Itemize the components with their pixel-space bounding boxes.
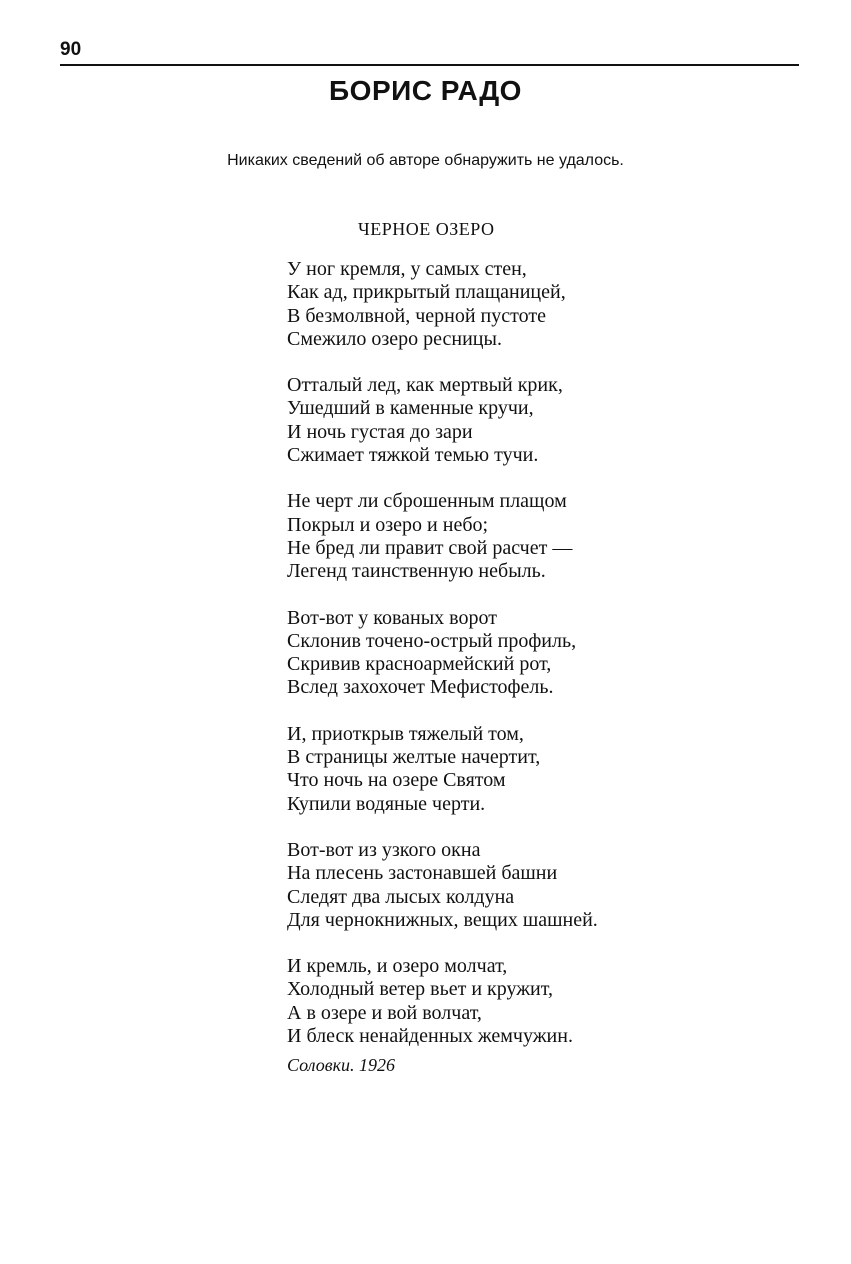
poem-line: Покрыл и озеро и небо; xyxy=(287,513,489,536)
poem-line: Ушедший в каменные кручи, xyxy=(287,397,534,420)
poem-line: Склонив точено-острый профиль, xyxy=(287,629,577,652)
poem-line: Сжимает тяжкой темью тучи. xyxy=(287,444,539,467)
poem-line: Как ад, прикрытый плащаницей, xyxy=(287,281,566,304)
poem-line: У ног кремля, у самых стен, xyxy=(287,258,527,280)
poem-line: Отталый лед, как мертвый крик, xyxy=(287,374,563,397)
poem-line: И блеск ненайденных жемчужин. xyxy=(287,1025,573,1048)
poem-line: Не черт ли сброшенным плащом xyxy=(287,490,567,513)
poem-line: Что ночь на озере Святом xyxy=(287,769,506,792)
poem-line: Не бред ли правит свой расчет — xyxy=(287,536,573,559)
poem-line: На плесень застонавшей башни xyxy=(287,862,558,885)
poem-signature: Соловки. 1926 xyxy=(287,1055,395,1075)
author-note: Никаких сведений об авторе обнаружить не удалось. xyxy=(227,152,624,169)
poem-line: Вот-вот у кованых ворот xyxy=(287,606,497,629)
poem-line: Вот-вот из узкого окна xyxy=(287,838,481,861)
poem-line: И кремль, и озеро молчат, xyxy=(287,955,508,978)
header-rule xyxy=(60,64,799,66)
poem-line: Скривив красноармейский рот, xyxy=(287,653,552,676)
stanza xyxy=(287,955,598,1048)
poem-line: Смежило озеро ресницы. xyxy=(287,327,502,350)
stanza xyxy=(287,374,598,467)
stanza xyxy=(287,723,598,816)
page-number: 90 xyxy=(60,39,82,60)
poem-line: Для чернокнижных, вещих шашней. xyxy=(287,908,598,931)
stanza xyxy=(287,839,598,932)
poem-line: Следят два лысых колдуна xyxy=(287,885,515,908)
poem-line: Вслед захохочет Мефистофель. xyxy=(287,676,554,699)
poem-line: В страницы желтые начертит, xyxy=(287,746,541,769)
poem-line: В безмолвной, черной пустоте xyxy=(287,304,546,327)
stanza xyxy=(287,490,598,583)
poem-line: Холодный ветер вьет и кружит, xyxy=(287,978,553,1001)
poem-line: Купили водяные черти. xyxy=(287,792,486,815)
author-name: БОРИС РАДО xyxy=(329,75,522,106)
poem-line: Легенд таинственную небыль. xyxy=(287,560,546,583)
poem-line: И ночь густая до зари xyxy=(287,420,473,443)
poem-body xyxy=(287,258,598,1071)
stanza xyxy=(287,258,598,351)
stanza xyxy=(287,607,598,700)
poem-line: А в озере и вой волчат, xyxy=(287,1001,482,1024)
poem-line: И, приоткрыв тяжелый том, xyxy=(287,722,524,745)
poem-title: ЧЕРНОЕ ОЗЕРО xyxy=(358,219,495,239)
